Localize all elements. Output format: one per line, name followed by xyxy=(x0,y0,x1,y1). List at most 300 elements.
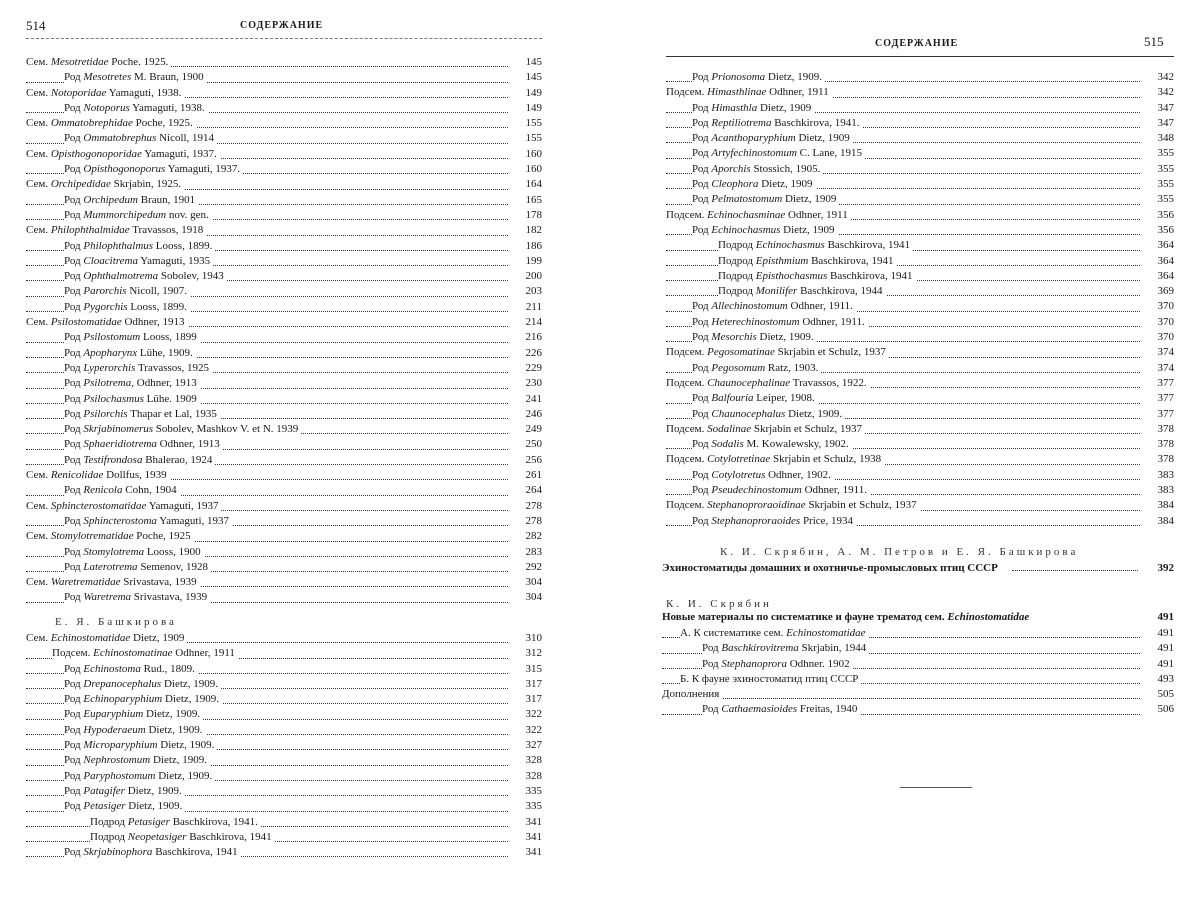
page-ref: 160 xyxy=(509,162,542,177)
taxon-authority: C. Lane, 1915 xyxy=(796,147,862,160)
entry-text xyxy=(26,87,184,99)
taxon-authority: Stossich, 1905. xyxy=(750,162,821,175)
entry-text xyxy=(26,500,221,512)
toc-entry xyxy=(26,177,542,192)
section-entry xyxy=(662,562,1174,574)
taxon-authority: Semenov, 1928 xyxy=(137,560,209,573)
entry-text xyxy=(26,316,188,328)
entry-text xyxy=(662,688,722,700)
toc-entry xyxy=(26,407,542,422)
taxon-name: Pseudechinostomum xyxy=(711,484,802,497)
entry-rank: Род xyxy=(692,71,709,83)
taxon-authority: Odhner, 1911. xyxy=(799,315,865,328)
entry-text xyxy=(702,703,860,715)
taxon-authority: Looss, 1899. xyxy=(127,300,187,313)
entry-text xyxy=(692,515,856,527)
toc-entry xyxy=(666,162,1174,177)
page-ref: 377 xyxy=(1141,376,1174,391)
entry-text xyxy=(666,423,865,435)
entry-rank: Род xyxy=(692,484,709,497)
entry-text xyxy=(64,209,212,221)
toc-entry xyxy=(666,208,1174,223)
taxon-authority: Poche, 1925 xyxy=(133,530,191,543)
toc-entry xyxy=(26,116,542,131)
entry-text xyxy=(692,300,856,312)
taxon-name: Pegosomum xyxy=(711,361,766,374)
taxon-name: Opisthogonoporidae xyxy=(50,147,142,160)
entry-rank: Подсем. xyxy=(666,376,705,389)
toc-entry xyxy=(662,641,1174,656)
toc-entry xyxy=(666,192,1174,207)
taxon-name: Echinostoma xyxy=(83,662,141,675)
taxon-name: Sphincterostomatidae xyxy=(50,499,147,512)
taxon-authority: Travassos, 1922. xyxy=(790,376,867,389)
taxon-name: Artyfechinostomum xyxy=(711,147,797,160)
taxon-authority: Dietz, 1909 xyxy=(758,178,813,191)
taxon-authority: Yamaguti, 1937. xyxy=(141,147,217,160)
taxon-authority: Nicoll, 1914 xyxy=(156,132,215,145)
entry-text xyxy=(692,163,823,175)
entry-text xyxy=(702,642,869,654)
toc-entry xyxy=(26,101,542,116)
entry-text xyxy=(718,285,886,297)
taxon-authority: Dietz, 1909. xyxy=(785,407,843,420)
page-ref: 322 xyxy=(509,723,542,738)
entry-rank: Род xyxy=(692,223,709,236)
page-ref: 342 xyxy=(1141,85,1174,100)
toc-entry xyxy=(26,560,542,575)
entry-text xyxy=(666,209,851,221)
taxon-authority: Price, 1934 xyxy=(800,514,854,527)
entry-rank: Род xyxy=(692,101,709,114)
taxon-authority: Poche, 1925. xyxy=(132,117,193,130)
entry-text xyxy=(64,800,185,812)
entry-rank: Род xyxy=(64,514,81,527)
entry-text xyxy=(26,576,200,588)
toc-entry xyxy=(26,692,542,707)
taxon-authority: Dietz, 1909. xyxy=(143,708,201,721)
taxon-authority: Dietz, 1909 xyxy=(782,193,837,206)
entry-rank: Род xyxy=(692,147,709,160)
taxon-authority: Dietz, 1909. xyxy=(124,784,182,797)
taxon-name: Sodalinae xyxy=(707,422,752,435)
entry-rank: Подрод xyxy=(90,815,126,828)
taxon-name: Hypoderaeum xyxy=(83,723,146,736)
entry-text xyxy=(64,708,203,720)
entry-rank: Сем. xyxy=(26,576,49,589)
taxon-authority: Yamaguti, 1937 xyxy=(156,514,230,527)
toc-entry xyxy=(666,437,1174,452)
toc-entry xyxy=(666,407,1174,422)
toc-entry xyxy=(666,361,1174,376)
taxon-authority: Braun, 1901 xyxy=(137,193,196,206)
taxon-authority: Looss, 1900 xyxy=(144,545,201,558)
entry-text xyxy=(64,678,221,690)
taxon-name: Psilochasmus xyxy=(83,392,144,405)
page-ref: 347 xyxy=(1141,101,1174,116)
taxon-name: Mesotretes xyxy=(83,71,132,84)
taxon-name: Himasthla xyxy=(711,101,758,114)
taxon-authority: Odhner, 1911 xyxy=(766,86,829,99)
page-ref: 374 xyxy=(1141,345,1174,360)
entry-text xyxy=(64,423,301,435)
entry-text xyxy=(64,693,222,705)
entry-rank: Подрод xyxy=(718,239,754,252)
page-ref: 364 xyxy=(1141,254,1174,269)
page-ref: 149 xyxy=(509,86,542,101)
entry-text xyxy=(26,530,194,542)
taxon-name: Petasiger xyxy=(127,815,170,828)
entry-rank: Род xyxy=(64,71,81,84)
taxon-authority: Cohn, 1904 xyxy=(122,484,177,497)
page-ref: 241 xyxy=(509,392,542,407)
entry-text xyxy=(64,132,217,144)
entry-rank: Род xyxy=(64,331,81,344)
entry-rank: Сем. xyxy=(26,56,49,68)
taxon-name: Chaunocephalinae xyxy=(707,376,791,389)
toc-entry xyxy=(26,590,542,605)
entry-text xyxy=(692,178,816,190)
toc-entry xyxy=(26,254,542,269)
toc-entry xyxy=(666,468,1174,483)
taxon-name: Opisthogonoporus xyxy=(83,163,166,176)
entry-text xyxy=(666,377,870,389)
page-ref: 155 xyxy=(509,116,542,131)
page-ref: 310 xyxy=(509,631,542,646)
taxon-name: Stephanoprora xyxy=(721,657,787,670)
taxon-name: Reptiliotrema xyxy=(711,116,772,129)
taxon-authority: Dietz, 1909. xyxy=(157,739,215,752)
toc-entry xyxy=(26,284,542,299)
page-ref: 378 xyxy=(1141,437,1174,452)
taxon-authority: Baschkirova, 1944 xyxy=(797,285,883,298)
toc-entry xyxy=(26,769,542,784)
taxon-authority: Baschkirova, 1941 xyxy=(186,830,272,843)
page-ref: 182 xyxy=(509,223,542,238)
entry-text xyxy=(64,270,227,282)
taxon-name: Waretrema xyxy=(83,591,132,604)
page-ref: 256 xyxy=(509,453,542,468)
entry-rank: Род xyxy=(692,361,709,374)
taxon-name: Psilorchis xyxy=(83,407,128,420)
taxon-authority: Baschkirova, 1941. xyxy=(169,815,258,828)
page-ref: 229 xyxy=(509,361,542,376)
page-ref: 178 xyxy=(509,208,542,223)
taxon-name: Echinochasmus xyxy=(755,239,825,252)
taxon-name: Stomylotrematidae xyxy=(50,530,134,543)
toc-entry xyxy=(26,646,542,661)
toc-entry xyxy=(26,677,542,692)
toc-entry xyxy=(26,223,542,238)
taxon-authority: Odhner, 1911. xyxy=(787,300,853,313)
entry-rank: Род xyxy=(64,723,81,736)
page-ref: 341 xyxy=(509,815,542,830)
page-ref: 356 xyxy=(1141,223,1174,238)
taxon-name: Ommatobrephus xyxy=(83,132,157,145)
taxon-name: Laterotrema xyxy=(83,560,138,573)
entry-rank: Род xyxy=(692,438,709,451)
taxon-name: Skrjabinomerus xyxy=(83,423,154,436)
taxon-name: Psilotrema xyxy=(83,377,132,390)
entry-rank: Род xyxy=(64,591,81,604)
running-header: СОДЕРЖАНИЕ xyxy=(240,20,324,31)
taxon-authority: Baschkirova, 1941 xyxy=(808,254,894,267)
page-ref: 317 xyxy=(509,692,542,707)
taxon-name: Parorchis xyxy=(83,285,127,298)
toc-entry xyxy=(666,514,1174,529)
toc-entry xyxy=(26,86,542,101)
toc-list xyxy=(666,70,1174,529)
taxon-authority: Ratz, 1903. xyxy=(765,361,819,374)
toc-entry xyxy=(26,315,542,330)
entry-text xyxy=(692,132,853,144)
taxon-authority: Dietz, 1909. xyxy=(150,754,208,767)
entry-rank: Подрод xyxy=(718,269,754,282)
page-ref: 377 xyxy=(1141,407,1174,422)
entry-rank: Род xyxy=(64,453,81,466)
taxon-name: Pygorchis xyxy=(83,300,128,313)
page-ref: 230 xyxy=(509,376,542,391)
entry-rank: Род xyxy=(64,101,81,114)
entry-rank: Род xyxy=(692,162,709,175)
toc-entry xyxy=(666,116,1174,131)
entry-rank: Род xyxy=(64,285,81,298)
taxon-name: Microparyphium xyxy=(83,739,158,752)
taxon-authority: Odhner. 1902 xyxy=(786,657,850,670)
toc-entry xyxy=(666,452,1174,467)
taxon-name: Sodalis xyxy=(711,438,744,451)
taxon-name: Ophthalmotrema xyxy=(83,270,159,283)
taxon-name: Pegosomatinae xyxy=(707,346,775,359)
taxon-name: Pelmatostomum xyxy=(711,193,783,206)
taxon-name: Mummorchipedum xyxy=(83,208,167,221)
toc-entry xyxy=(26,300,542,315)
page-ref: 356 xyxy=(1141,208,1174,223)
taxon-authority: Dietz, 1909 xyxy=(130,632,185,644)
page-ref: 355 xyxy=(1141,162,1174,177)
entry-text xyxy=(26,632,187,644)
page-ref: 378 xyxy=(1141,422,1174,437)
taxon-name: Mesorchis xyxy=(711,331,757,344)
entry-text xyxy=(718,270,916,282)
taxon-name: Neopetasiger xyxy=(127,830,187,843)
taxon-name: Ommatobrephidae xyxy=(50,117,133,130)
toc-list xyxy=(662,626,1174,718)
taxon-name: Psilostomum xyxy=(83,331,141,344)
header-rule xyxy=(666,56,1174,57)
toc-entry xyxy=(26,631,542,646)
toc-entry xyxy=(666,299,1174,314)
taxon-authority: Skrjabin et Schulz, 1937 xyxy=(805,499,917,512)
author-line: К. И. Скрябин, А. М. Петров и Е. Я. Башкирова xyxy=(720,546,1079,558)
toc-entry xyxy=(26,723,542,738)
page-ref: 278 xyxy=(509,499,542,514)
taxon-authority: Dietz, 1909 xyxy=(757,101,812,114)
taxon-name: Echinochasminae xyxy=(707,208,786,221)
toc-entry xyxy=(26,193,542,208)
toc-entry xyxy=(26,830,542,845)
taxon-authority: Yamaguti, 1938. xyxy=(129,101,205,114)
toc-entry xyxy=(26,815,542,830)
taxon-name: Echinostomatinae xyxy=(93,647,173,660)
section-title: Эхиностоматиды домашних и охотничье-промысловых птиц СССР xyxy=(662,562,998,574)
toc-entry xyxy=(666,483,1174,498)
toc-entry xyxy=(26,239,542,254)
toc-entry xyxy=(26,483,542,498)
toc-entry xyxy=(666,284,1174,299)
page-number: 515 xyxy=(1144,34,1164,49)
toc-entry xyxy=(666,498,1174,513)
entry-text xyxy=(64,102,208,114)
entry-text xyxy=(692,484,870,496)
entry-text xyxy=(692,224,838,236)
page-ref: 226 xyxy=(509,346,542,361)
entry-text xyxy=(64,255,213,267)
entry-rank: А. К систематике сем. xyxy=(680,627,784,639)
taxon-authority: M. Braun, 1900 xyxy=(131,71,204,84)
page-ref: 370 xyxy=(1141,330,1174,345)
entry-rank: Род xyxy=(64,300,81,313)
entry-text xyxy=(692,469,834,481)
taxon-name: Philophthalmus xyxy=(83,239,154,252)
entry-rank: Род xyxy=(64,163,81,176)
taxon-name: Renicolidae xyxy=(50,469,104,482)
page-ref: 282 xyxy=(509,529,542,544)
page-ref: 214 xyxy=(509,315,542,330)
taxon-authority: Thapar et Lal, 1935 xyxy=(127,407,217,420)
entry-rank: Род xyxy=(64,377,81,390)
taxon-authority: Dietz, 1909. xyxy=(145,723,203,736)
toc-entry xyxy=(666,269,1174,284)
page-ref: 250 xyxy=(509,437,542,452)
entry-rank: Подрод xyxy=(718,285,754,298)
taxon-name: Sphaeridiotrema xyxy=(83,438,157,451)
taxon-name: Lyperorchis xyxy=(83,361,136,374)
entry-text xyxy=(26,56,171,68)
page-ref: 249 xyxy=(509,422,542,437)
page-ref: 493 xyxy=(1141,672,1174,687)
entry-rank: Род xyxy=(692,116,709,129)
entry-rank: Сем. xyxy=(26,86,49,99)
taxon-name: Cathaemasioides xyxy=(721,703,798,716)
entry-rank: Род xyxy=(692,407,709,420)
page-ref: 384 xyxy=(1141,498,1174,513)
entry-rank: Род xyxy=(64,270,81,283)
taxon-authority: Nicoll, 1907. xyxy=(126,285,188,298)
page-ref: 392 xyxy=(1157,562,1174,574)
entry-text xyxy=(666,86,832,98)
toc-entry xyxy=(26,208,542,223)
taxon-authority: Poche. 1925. xyxy=(108,56,169,68)
toc-entry xyxy=(26,346,542,361)
taxon-name: Testifrondosa xyxy=(83,453,143,466)
entry-text xyxy=(64,301,190,313)
entry-text xyxy=(26,148,220,160)
taxon-authority: Rud., 1809. xyxy=(140,662,195,675)
page-ref: 246 xyxy=(509,407,542,422)
page-ref: 342 xyxy=(1141,70,1174,85)
page-ref: 327 xyxy=(509,738,542,753)
taxon-authority: Dietz, 1909. xyxy=(155,769,213,782)
entry-rank: Род xyxy=(692,315,709,328)
entry-text xyxy=(692,117,862,129)
entry-rank: Род xyxy=(64,193,81,206)
taxon-authority: Yamaguti, 1935 xyxy=(137,254,211,267)
toc-entry xyxy=(26,162,542,177)
taxon-name: Notoporidae xyxy=(50,86,107,99)
page-ref: 505 xyxy=(1141,687,1174,702)
entry-text xyxy=(26,178,184,190)
entry-text xyxy=(64,347,196,359)
entry-rank: Род xyxy=(64,407,81,420)
page-ref: 278 xyxy=(509,514,542,529)
toc-entry xyxy=(666,345,1174,360)
page-ref: 491 xyxy=(1141,626,1174,641)
taxon-name: Patagifer xyxy=(83,784,125,797)
section-entry xyxy=(662,611,1174,623)
toc-entry xyxy=(666,422,1174,437)
taxon-authority: Travassos, 1918 xyxy=(129,224,204,237)
taxon-name: Euparyphium xyxy=(83,708,144,721)
taxon-name: Echinoparyphium xyxy=(83,693,163,706)
taxon-authority: Yamaguti, 1937. xyxy=(165,163,241,176)
page-ref: 491 xyxy=(1157,611,1174,623)
entry-rank: Род xyxy=(692,300,709,313)
entry-rank: Род xyxy=(64,784,81,797)
page-ref: 364 xyxy=(1141,238,1174,253)
taxon-authority: Skrjabin, 1944 xyxy=(798,642,867,655)
entry-text xyxy=(64,240,215,252)
page-ref: 377 xyxy=(1141,391,1174,406)
toc-entry xyxy=(26,437,542,452)
taxon-authority: Yamaguti, 1938. xyxy=(106,86,182,99)
taxon-authority: Dietz, 1909. xyxy=(162,693,220,706)
entry-text xyxy=(52,647,238,659)
toc-entry xyxy=(26,147,542,162)
page-ref: 355 xyxy=(1141,146,1174,161)
toc-entry xyxy=(666,254,1174,269)
entry-rank: Род xyxy=(64,769,81,782)
taxon-authority: , Odhner, 1913 xyxy=(131,377,197,390)
entry-rank: Подсем. xyxy=(666,499,705,512)
taxon-name: Orchipedidae xyxy=(50,178,111,191)
entry-text xyxy=(64,377,200,389)
leader-dots xyxy=(662,698,1140,699)
page-ref: 335 xyxy=(509,799,542,814)
section-title-italic: Echinostomatidae xyxy=(947,611,1030,623)
entry-text xyxy=(64,591,210,603)
taxon-name: Aporchis xyxy=(711,162,751,175)
taxon-name: Cloacitrema xyxy=(83,254,138,267)
taxon-authority: Looss, 1899. xyxy=(153,239,213,252)
taxon-authority: M. Kowalewsky, 1902. xyxy=(743,438,849,451)
toc-entry xyxy=(26,707,542,722)
taxon-authority: Odhner, 1913 xyxy=(156,438,220,451)
entry-rank: Подсем. xyxy=(666,453,705,466)
toc-entry xyxy=(26,269,542,284)
entry-text xyxy=(692,316,868,328)
page-ref: 312 xyxy=(509,646,542,661)
toc-entry xyxy=(26,799,542,814)
toc-entry xyxy=(26,575,542,590)
end-rule xyxy=(900,787,972,788)
page-ref: 199 xyxy=(509,254,542,269)
entry-rank: Сем. xyxy=(26,499,49,512)
entry-text xyxy=(692,362,821,374)
taxon-authority: Skrjabin et Schulz, 1938 xyxy=(770,453,882,466)
page-number: 514 xyxy=(26,18,46,33)
taxon-authority: Baschkirova, 1941 xyxy=(827,269,913,282)
